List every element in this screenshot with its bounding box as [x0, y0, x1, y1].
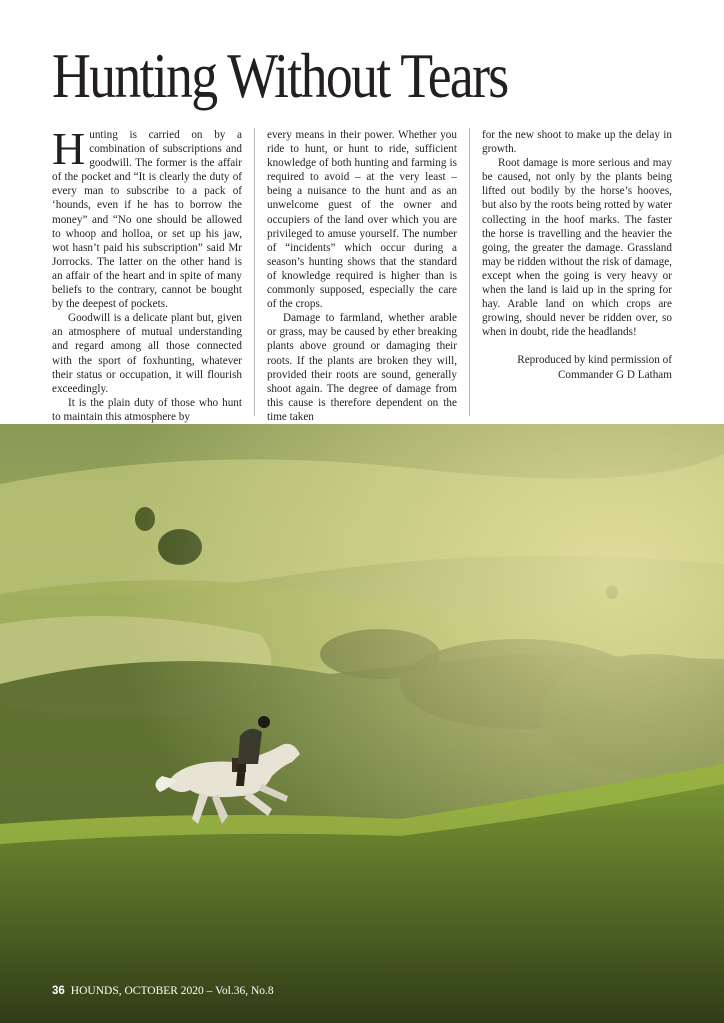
- paragraph: [52, 123, 243, 311]
- page-footer: [52, 985, 274, 997]
- article-body: [52, 123, 672, 423]
- credit-line: Reproduced by kind permission of Commander G D Latham: [517, 354, 672, 381]
- paragraph: every means in their power. Whether you ride to hunt, or hunt to ride, sufficient knowledge of both hunting and farming is required to avoid – at the very least – being a nuisance to the hunt and as an unwelcome guest of the owner and occupiers of the land over which you are privileged to amuse yourself. The number of “incidents” which occur during a season’s hunting shows that the standard of knowledge required is higher than is commonly supposed, especially the care of the crops.: [266, 129, 457, 311]
- paragraph-text: unting is carried on by a combination of subscriptions and goodwill. The former is the affair of the pocket and “It is clearly the duty of every man to subscribe to a pack of ‘hounds, even if he has to borrow the money” and “No one should be allowed to whoop and holloa, or set up his jaw, wot hasn’t paid his subscription” said Mr Jorrocks. The latter on the other hand is an affair of the heart and in spite of many beliefs to the contrary, cannot be bought by the deepest of pockets.: [52, 129, 243, 311]
- column-divider: [254, 128, 255, 416]
- article-title: Hunting Without Tears: [52, 40, 508, 111]
- drop-cap: H: [52, 123, 86, 174]
- column-2: [266, 128, 457, 423]
- paragraph: Damage to farmland, whether arable or grass, may be caused by ether breaking plants above ground or damaging their roots. If the plants are broken they will, provided their roots are sound, generally shoot again. The degree of damage from this cause is therefore dependent on the time taken: [266, 312, 457, 423]
- page-number: 36: [52, 985, 65, 997]
- column-1: [52, 123, 243, 423]
- horse-rider-photo: [0, 424, 724, 1023]
- column-3: [482, 128, 672, 420]
- paragraph: for the new shoot to make up the delay in growth.: [481, 129, 672, 156]
- paragraph: Goodwill is a delicate plant but, given an atmosphere of mutual understanding and regard among all those connected with the sport of foxhunting, whatever their status or occupation, it will flourish exceedingly.: [52, 312, 243, 395]
- landscape-illustration: [0, 424, 724, 1023]
- publication-info: HOUNDS, OCTOBER 2020 – Vol.36, No.8: [70, 985, 274, 997]
- column-divider: [469, 128, 470, 416]
- paragraph: Root damage is more serious and may be caused, not only by the plants being lifted out bodily by the horse’s hooves, but also by the roots being rotted by water collecting in the hoof marks. The faster the horse is travelling and the heavier the going, the greater the damage. Grassland may be ridden without the risk of damage, except when the going is very heavy or when the land is laid up in the spring for hay. Arable land on which crops are growing, should never be ridden over, so when in doubt, ride the headlands!: [481, 157, 672, 339]
- paragraph: It is the plain duty of those who hunt to maintain this atmosphere by: [52, 396, 243, 423]
